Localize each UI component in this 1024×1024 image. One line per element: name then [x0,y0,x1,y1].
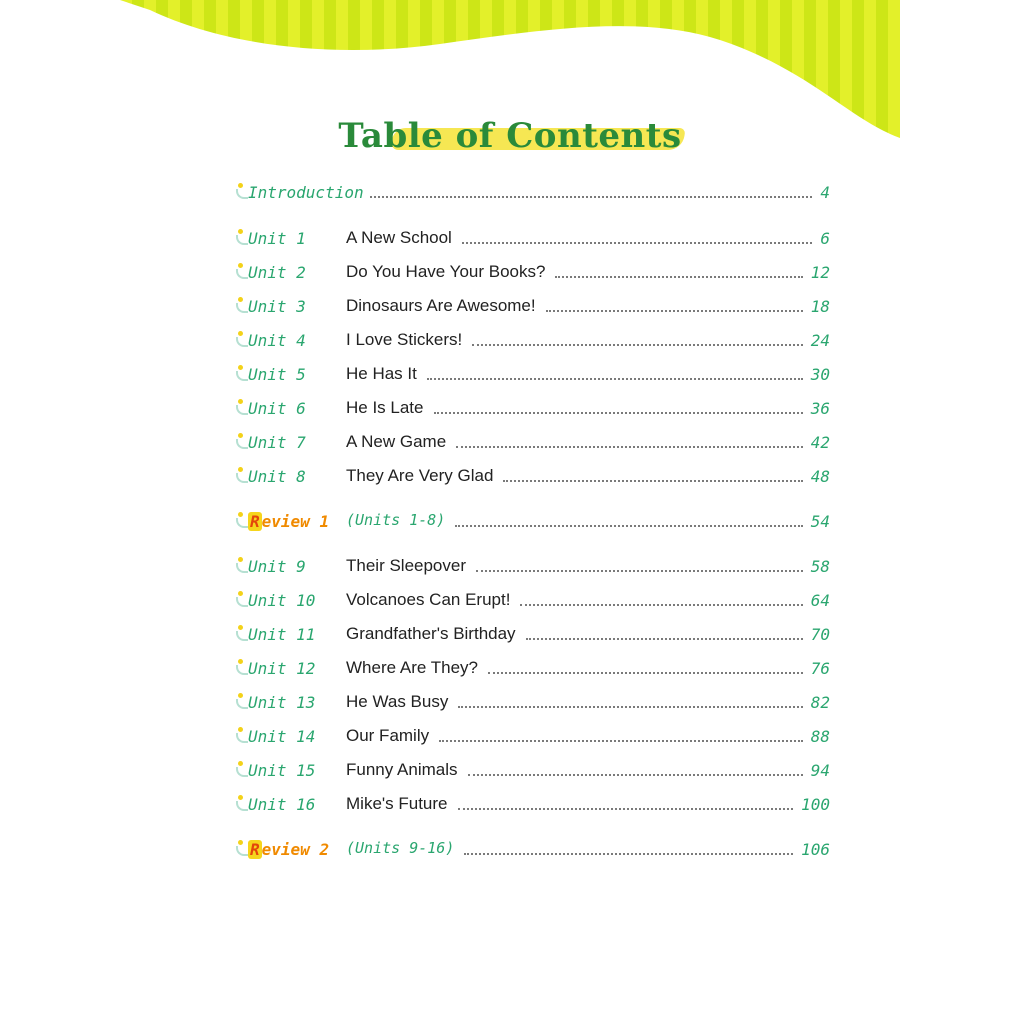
toc-entry-label: Unit 6 [248,399,306,418]
bullet-icon [235,296,245,306]
toc-unit-row [235,396,830,424]
page-title: Table of Contents [338,116,682,156]
dotted-leader [434,412,803,414]
toc-unit-row [235,554,830,582]
toc-page-number: 54 [807,512,830,531]
toc-page-number: 58 [807,557,830,576]
bullet-icon [235,624,245,634]
dotted-leader [520,604,803,606]
dotted-leader [468,774,803,776]
dotted-leader [488,672,803,674]
bullet-icon [235,794,245,804]
toc-entry-title: He Is Late [346,398,428,418]
toc-entry-title: A New Game [346,432,450,452]
toc-page-number: 100 [797,795,830,814]
toc-unit-row [235,724,830,752]
toc-entry-label: Unit 15 [248,761,316,780]
toc-unit-row [235,464,830,492]
toc-entry-label: Unit 7 [248,433,306,452]
bullet-icon [235,262,245,272]
dotted-leader [458,706,803,708]
toc-entry-label: Unit 13 [248,693,316,712]
bullet-icon [235,556,245,566]
toc-page-number: 42 [807,433,830,452]
toc-unit-row [235,328,830,356]
toc-entry-title: A New School [346,228,456,248]
toc-unit-row [235,622,830,650]
toc-page-number: 24 [807,331,830,350]
bullet-icon [235,364,245,374]
toc-page-number: 76 [807,659,830,678]
bullet-icon [235,692,245,702]
toc-page-number: 36 [807,399,830,418]
toc-entry-label: Unit 14 [248,727,316,746]
toc-entry-label: R eview 2 [250,840,330,859]
dotted-leader [472,344,803,346]
toc-entry-title: Where Are They? [346,658,482,678]
toc-entry-label: Unit 10 [248,591,316,610]
toc-entry-title: Their Sleepover [346,556,470,576]
toc-unit-row [235,260,830,288]
toc-entry-label: Unit 4 [248,331,306,350]
toc-page-number: 12 [807,263,830,282]
toc-entry-title: He Has It [346,364,421,384]
toc-review-row [235,509,830,537]
toc-page-number: 106 [797,840,830,859]
toc-page-number: 18 [807,297,830,316]
bullet-icon [235,726,245,736]
bullet-icon [235,511,245,521]
toc-page-number: 6 [816,229,830,248]
bullet-icon [235,330,245,340]
toc-entry-title: Mike's Future [346,794,452,814]
toc-page-number: 82 [807,693,830,712]
dotted-leader [427,378,803,380]
toc-intro-row [235,180,830,208]
toc-entry-title: Our Family [346,726,433,746]
toc-entry-title: Do You Have Your Books? [346,262,549,282]
toc-unit-row [235,226,830,254]
dotted-leader [458,808,793,810]
toc-page-number: 30 [807,365,830,384]
bullet-icon [235,398,245,408]
dotted-leader [462,242,812,244]
toc-entry-title: I Love Stickers! [346,330,466,350]
bullet-icon [235,228,245,238]
dotted-leader [456,446,803,448]
toc-entry-label: Unit 12 [248,659,316,678]
toc-entry-label: Unit 2 [248,263,306,282]
toc-unit-row [235,690,830,718]
dotted-leader [464,853,793,855]
toc-unit-row [235,792,830,820]
bullet-icon [235,839,245,849]
toc-entry-label: Unit 3 [248,297,306,316]
toc-entry-label: Unit 11 [248,625,316,644]
toc-entry-label: Unit 16 [248,795,316,814]
bullet-icon [235,432,245,442]
dotted-leader [476,570,803,572]
toc-entry-title: (Units 1-8) [346,511,449,529]
toc-entry-title: He Was Busy [346,692,452,712]
toc-entry-label: Unit 1 [248,229,306,248]
bullet-icon [235,182,245,192]
toc-page-number: 88 [807,727,830,746]
toc-entry-title: (Units 9-16) [346,839,458,857]
toc-entry-label: Unit 5 [248,365,306,384]
toc-page-number: 48 [807,467,830,486]
toc-unit-row [235,758,830,786]
toc-entry-title: Grandfather's Birthday [346,624,520,644]
dotted-leader [370,196,812,198]
toc-page-number: 94 [807,761,830,780]
dotted-leader [555,276,803,278]
toc-page-number: 70 [807,625,830,644]
dotted-leader [455,525,803,527]
dotted-leader [526,638,803,640]
toc-entry-label: Unit 9 [248,557,306,576]
dotted-leader [546,310,803,312]
toc-entry-label: Unit 8 [248,467,306,486]
dotted-leader [439,740,803,742]
book-page [120,0,900,1024]
toc-entry-title: Funny Animals [346,760,462,780]
toc-page-number: 64 [807,591,830,610]
toc-entry-title: Dinosaurs Are Awesome! [346,296,540,316]
bullet-icon [235,466,245,476]
toc-unit-row [235,588,830,616]
toc-unit-row [235,430,830,458]
bullet-icon [235,658,245,668]
toc-entry-label: Introduction [248,183,364,202]
bullet-icon [235,590,245,600]
toc-entry-title: Volcanoes Can Erupt! [346,590,514,610]
toc-entry-label: R eview 1 [250,512,330,531]
toc-page-number: 4 [816,183,830,202]
toc-unit-row [235,656,830,684]
title-block [120,108,900,168]
toc-unit-row [235,362,830,390]
toc-unit-row [235,294,830,322]
toc-entry-title: They Are Very Glad [346,466,497,486]
bullet-icon [235,760,245,770]
toc-review-row [235,837,830,865]
dotted-leader [503,480,803,482]
